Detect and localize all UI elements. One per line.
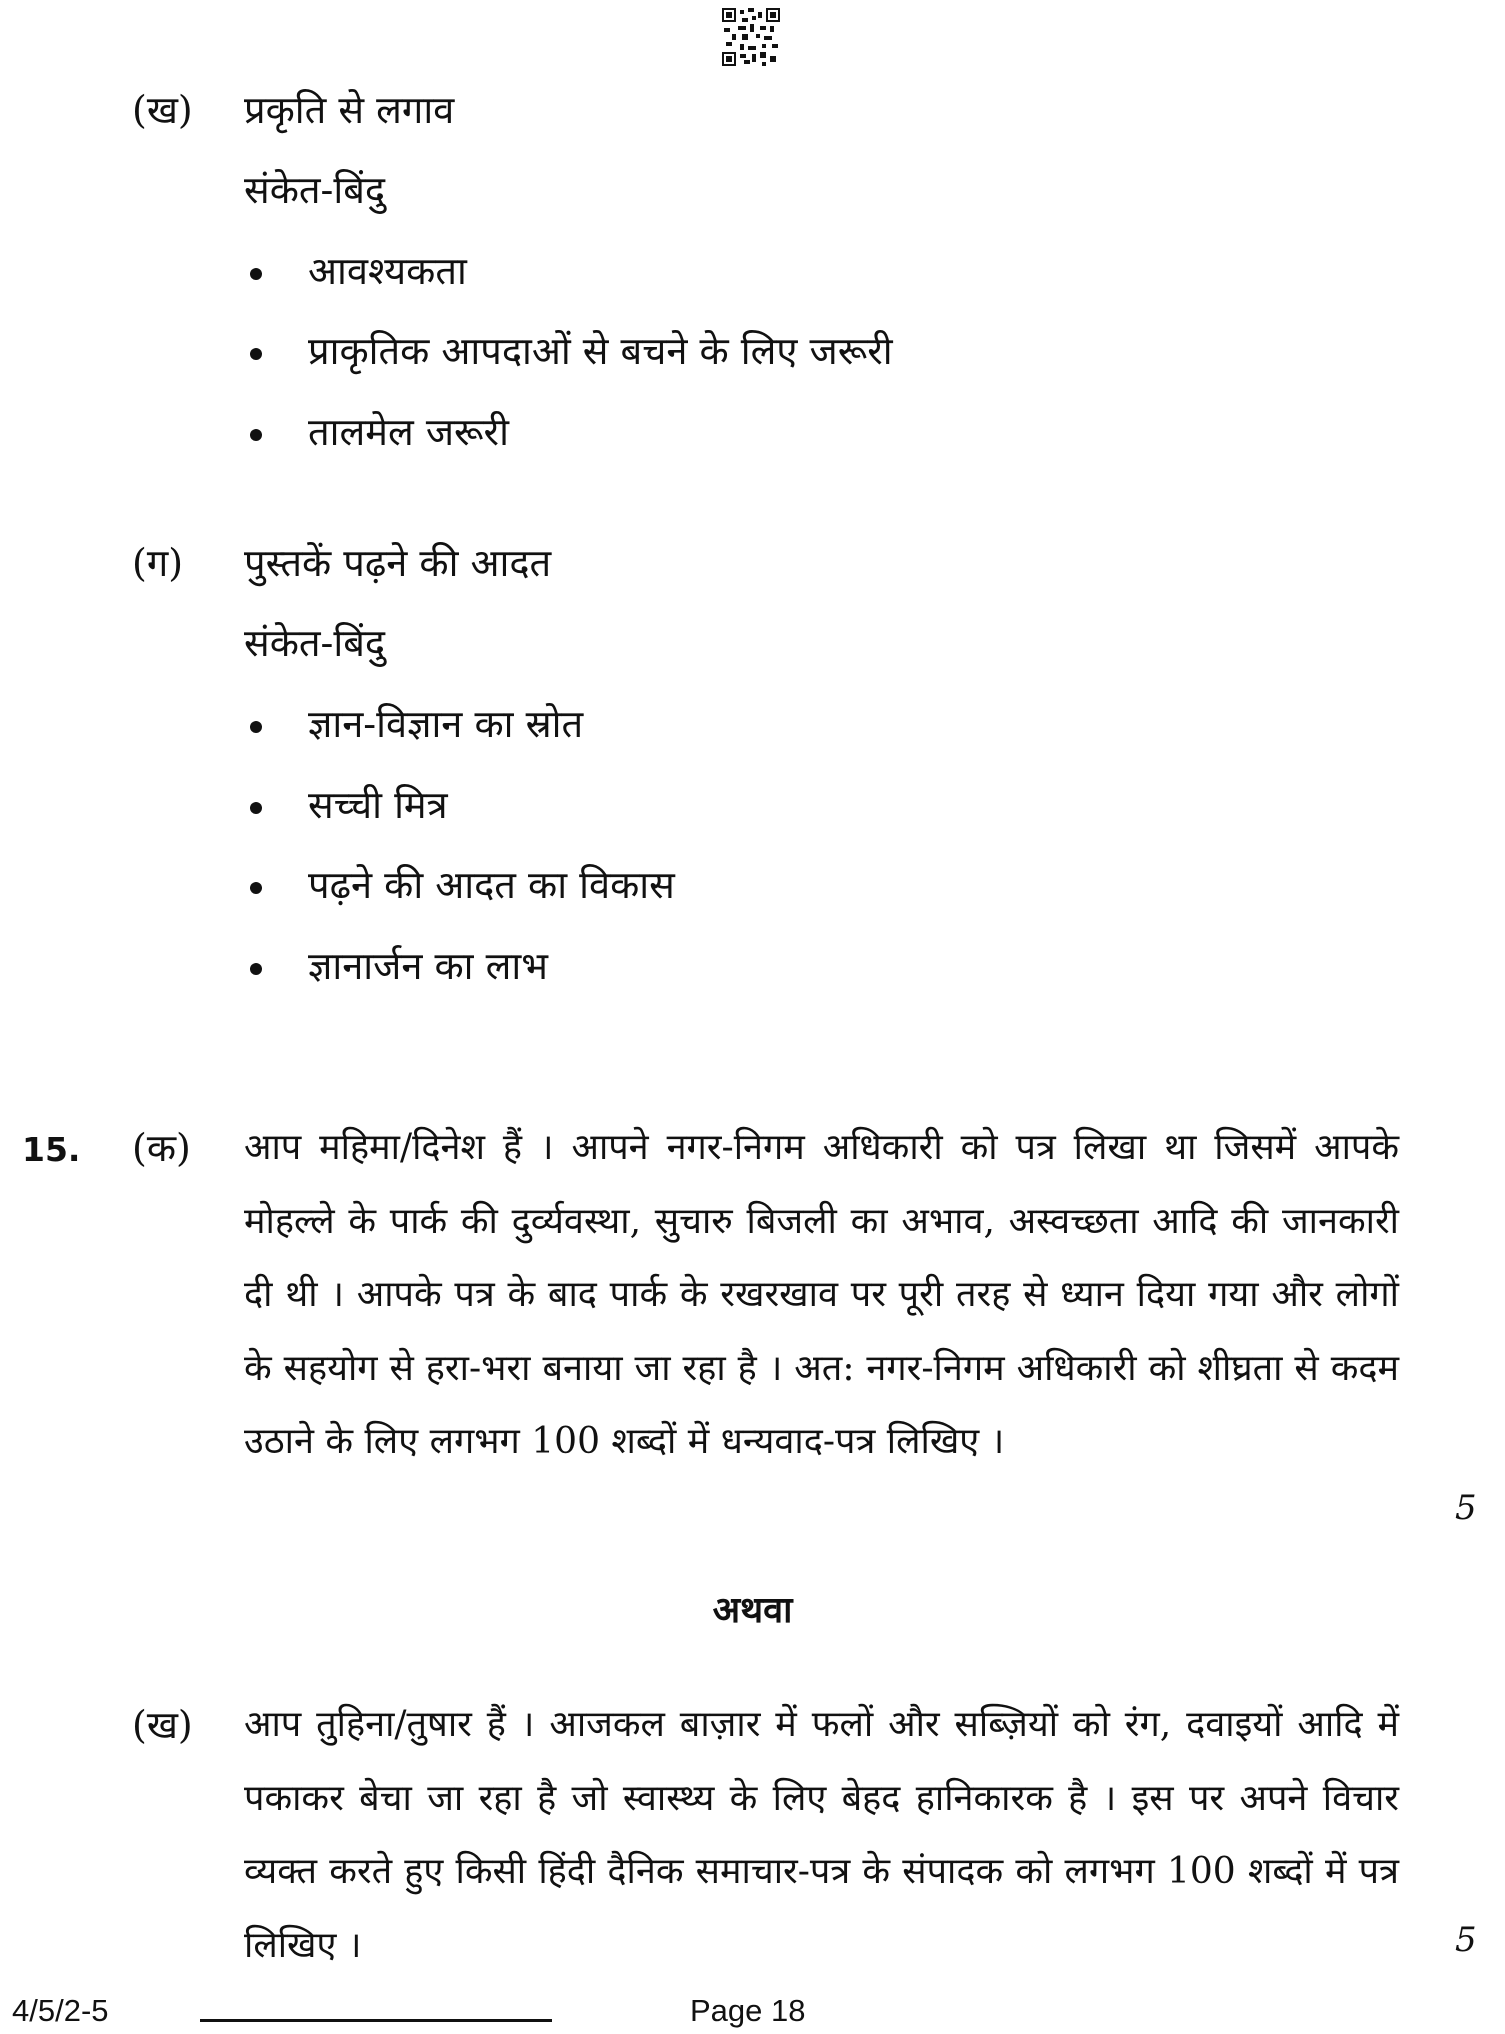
bullet-icon (250, 963, 262, 975)
question-number: 15. (22, 1130, 81, 1169)
section-kha-label: (ख) (132, 88, 193, 132)
question-part-a-text: आप महिमा/दिनेश हैं । आपने नगर-निगम अधिकारी को पत्र लिखा था जिसमें आपके मोहल्ले के पार्क की दुर्व्यवस्था, सुचारु बिजली का अभाव, अस्वच्छता आदि की जानकारी दी थी । आपके पत्र के बाद पार्क के रखरखाव पर पूरी तरह से ध्यान दिया गया और लोगों के सहयोग से हरा-भरा बनाया जा रहा है । अत: नगर-निगम अधिकारी को शीघ्रता से कदम उठाने के लिए लगभग 100 शब्दों में धन्यवाद-पत्र लिखिए । (244, 1127, 1399, 1462)
list-item-text: ज्ञान-विज्ञान का स्रोत (308, 702, 584, 746)
question-part-a-label: (क) (132, 1126, 191, 1170)
section-kha-hint-heading: संकेत-बिंदु (244, 168, 386, 212)
footer-divider (200, 2019, 552, 2022)
section-ga-title: पुस्तकें पढ़ने की आदत (244, 541, 552, 585)
question-part-b-text: आप तुहिना/तुषार हैं । आजकल बाज़ार में फलों और सब्ज़ियों को रंग, दवाइयों आदि में पकाकर बेचा जा रहा है जो स्वास्थ्य के लिए बेहद हानिकारक है । इस पर अपने विचार व्यक्त करते हुए किसी हिंदी दैनिक समाचार-पत्र के संपादक को लगभग 100 शब्दों में पत्र लिखिए । (244, 1704, 1399, 1966)
section-kha-title: प्रकृति से लगाव (244, 88, 455, 132)
or-separator: अथवा (712, 1589, 793, 1631)
question-part-b-label: (ख) (132, 1703, 193, 1747)
list-item-text: आवश्यकता (308, 249, 467, 293)
list-item-text: तालमेल जरूरी (308, 410, 509, 454)
section-ga-hint-heading: संकेत-बिंदु (244, 621, 386, 665)
question-part-a-marks: 5 (1455, 1488, 1477, 1528)
list-item-text: प्राकृतिक आपदाओं से बचने के लिए जरूरी (308, 329, 893, 373)
list-item-text: पढ़ने की आदत का विकास (308, 863, 675, 907)
bullet-icon (250, 721, 262, 733)
paper-code: 4/5/2-5 (12, 1993, 109, 2028)
page-number: Page 18 (690, 1993, 806, 2028)
bullet-icon (250, 882, 262, 894)
bullet-icon (250, 268, 262, 280)
bullet-icon (250, 802, 262, 814)
qr-code (722, 8, 780, 66)
list-item-text: सच्ची मित्र (308, 783, 448, 827)
bullet-icon (250, 348, 262, 360)
question-part-b-marks: 5 (1455, 1920, 1477, 1960)
section-ga-label: (ग) (132, 541, 184, 585)
list-item-text: ज्ञानार्जन का लाभ (308, 944, 548, 988)
bullet-icon (250, 429, 262, 441)
